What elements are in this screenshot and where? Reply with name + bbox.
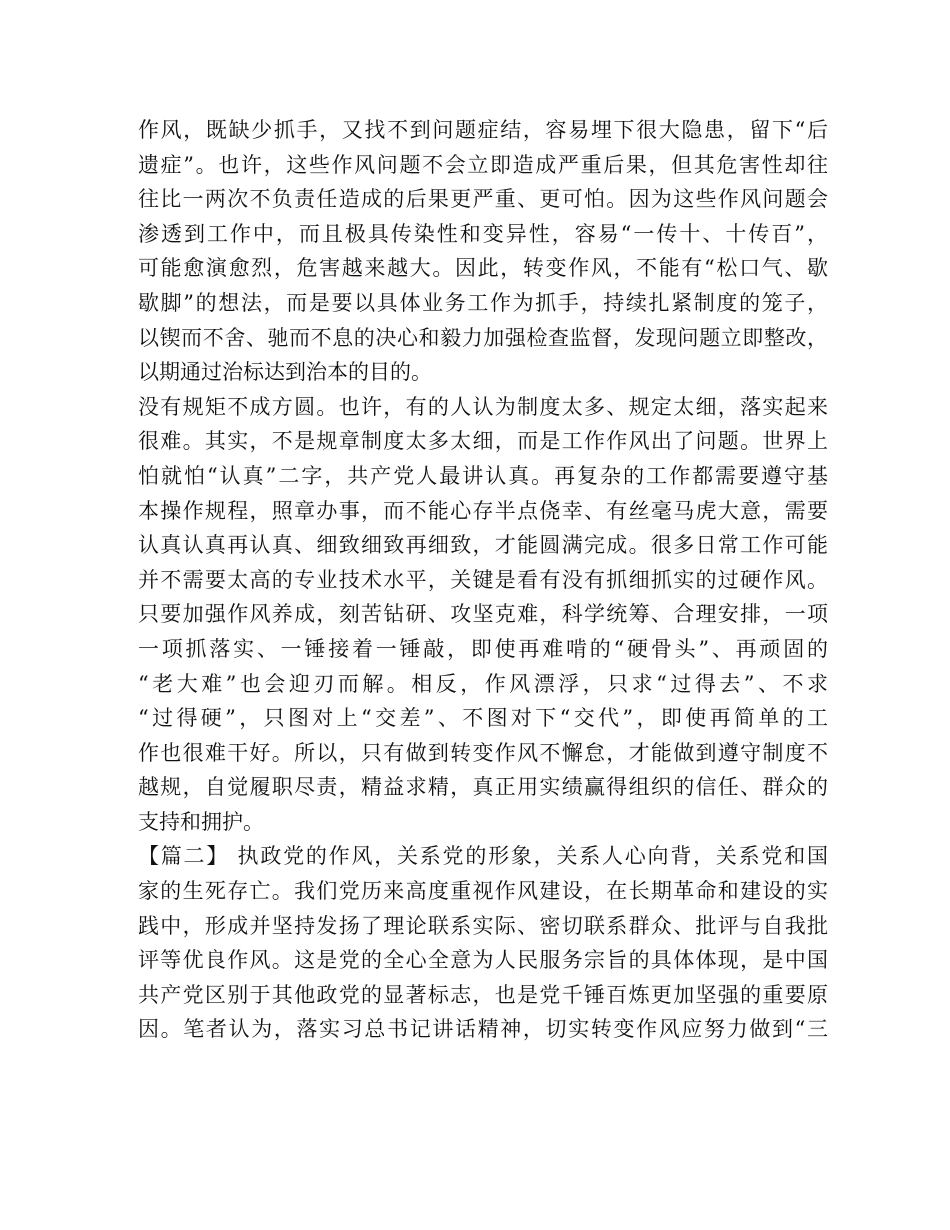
text-line: 只要加强作风养成，刻苦钻研、攻坚克难，科学统筹、合理安排，一项 [138, 602, 828, 627]
text-line: 渗透到工作中，而且极具传染性和变异性，容易“一传十、十传百”， [138, 221, 828, 246]
text-line: 怕就怕“认真”二字，共产党人最讲认真。再复杂的工作都需要遵守基 [138, 463, 828, 488]
text-line: 本操作规程，照章办事，而不能心存半点侥幸、有丝毫马虎大意，需要 [138, 498, 828, 523]
text-line: 作也很难干好。所以，只有做到转变作风不懈怠，才能做到遵守制度不 [138, 740, 828, 765]
text-line: “老大难”也会迎刃而解。相反，作风漂浮，只求“过得去”、不求 [138, 671, 828, 696]
text-line: 没有规矩不成方圆。也许，有的人认为制度太多、规定太细，落实起来 [138, 394, 828, 419]
text-line: 以期通过治标达到治本的目的。 [138, 360, 432, 385]
text-line: 可能愈演愈烈，危害越来越大。因此，转变作风，不能有“松口气、歇 [138, 256, 828, 281]
text-line: 以锲而不舍、驰而不息的决心和毅力加强检查监督，发现问题立即整改， [138, 325, 828, 350]
text-line: 一项抓落实、一锤接着一锤敲，即使再难啃的“硬骨头”、再顽固的 [138, 636, 828, 661]
body-text [138, 113, 828, 1047]
text-line: 作风，既缺少抓手，又找不到问题症结，容易埋下很大隐患，留下“后 [138, 118, 828, 142]
text-line: 评等优良作风。这是党的全心全意为人民服务宗旨的具体体现，是中国 [138, 948, 828, 973]
text-line: 认真认真再认真、细致细致再细致，才能圆满完成。很多日常工作可能 [138, 533, 828, 558]
text-line: 并不需要太高的专业技术水平，关键是看有没有抓细抓实的过硬作风。 [138, 567, 828, 592]
text-line: 遗症”。也许，这些作风问题不会立即造成严重后果，但其危害性却往 [138, 152, 828, 177]
section-heading-line: 【篇二】 执政党的作风，关系党的形象，关系人心向背，关系党和国 [138, 844, 828, 869]
text-line: 支持和拥护。 [138, 809, 264, 834]
text-line: 共产党区别于其他政党的显著标志，也是党千锤百炼更加坚强的重要原 [138, 982, 828, 1007]
text-line: 歇脚”的想法，而是要以具体业务工作为抓手，持续扎紧制度的笼子， [138, 290, 828, 315]
text-line: “过得硬”，只图对上“交差”、不图对下“交代”，即使再简单的工 [138, 706, 828, 731]
text-line: 往比一两次不负责任造成的后果更严重、更可怕。因为这些作风问题会 [138, 187, 828, 212]
text-line: 家的生死存亡。我们党历来高度重视作风建设，在长期革命和建设的实 [138, 879, 828, 904]
text-line: 因。笔者认为，落实习总书记讲话精神，切实转变作风应努力做到“三 [138, 1017, 828, 1042]
text-line: 践中，形成并坚持发扬了理论联系实际、密切联系群众、批评与自我批 [138, 913, 828, 938]
text-line: 越规，自觉履职尽责，精益求精，真正用实绩赢得组织的信任、群众的 [138, 775, 828, 800]
text-line: 很难。其实，不是规章制度太多太细，而是工作作风出了问题。世界上 [138, 429, 828, 454]
